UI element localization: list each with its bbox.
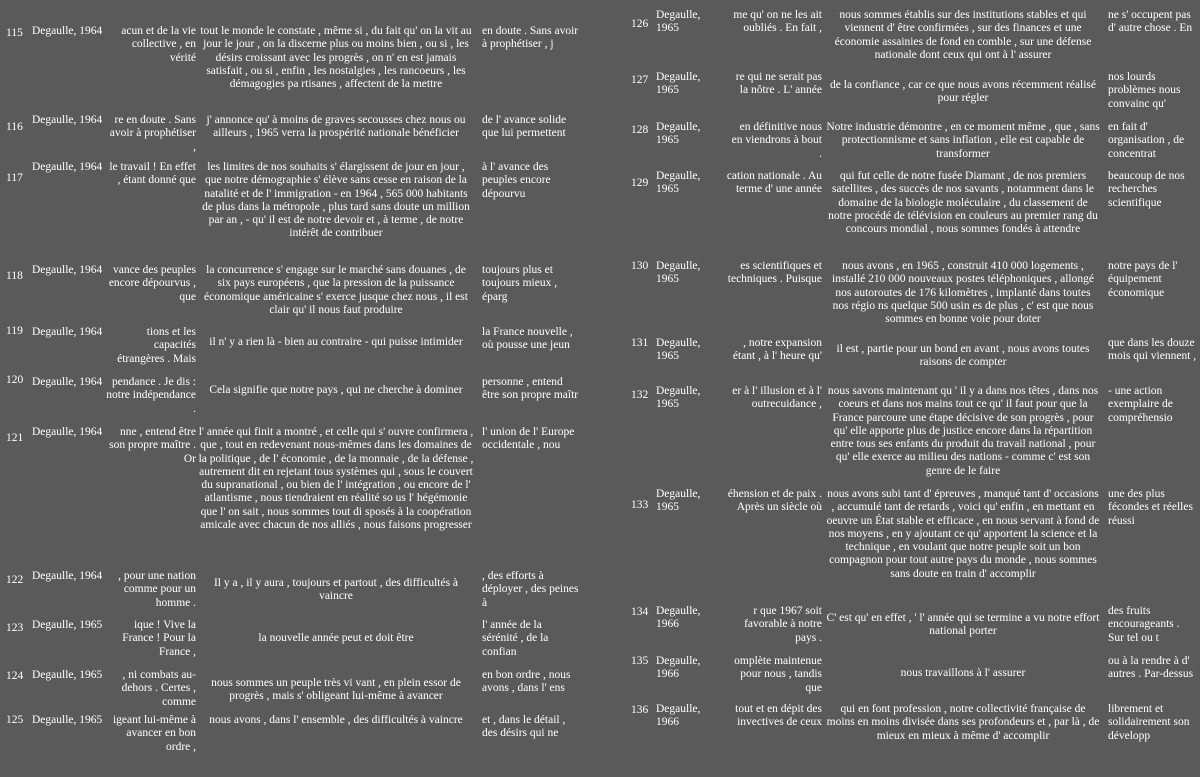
keyword-context: nous avons subi tant d' épreuves , manqué tant d' occasions , accumulé tant de retards , voici qu' enfin , en mettant en oeuvre un État stable et efficace , en nous servant à fond de nos moyens , en y ajoutant ce qu' apportent la science et la technique , en voulant que notre peuple soit un bon compagnon pour tout autre pays du monde , nous sommes sans doute en train d' accomplir	[826, 488, 1100, 580]
keyword-context: nous sommes établis sur des institutions stables et qui viennent d' être confirmées , sur des finances et une économie assainies de fond en comble , sur une défense nationale dont ceux qui ont à l' assurer	[834, 9, 1092, 61]
row-number: 121	[6, 432, 24, 444]
left-context: acun et de la vie collective , en vérité	[121, 25, 196, 64]
keyword-context: nous avons , dans l' ensemble , des difficultés à vaincre	[209, 714, 463, 726]
right-context: ou à la rendre à d' autres . Par-dessus	[1108, 655, 1194, 681]
row-number: 123	[6, 622, 24, 634]
keyword-context: qui en font profession , notre collectivité française de moins en moins divisée dans ses profondeurs et , par là , de mieux en mieux à même d' accomplir	[826, 703, 1100, 742]
left-context: tions et les capacités étrangères . Mais	[117, 326, 196, 365]
keyword-context: nous avons , en 1965 , construit 410 000 logements , installé 210 000 nouveaux postes téléphoniques , allongé nos autoroutes de 176 kilomètres , implanté dans toutes nos régio ns quelque 500 usin es de plus , c' est que nous sommes en bonne voie pour doter	[832, 260, 1094, 326]
row-number: 117	[6, 172, 23, 184]
row-source: Degaulle, 1965	[32, 714, 103, 726]
right-context: à l' avance des peuples encore dépourvu	[482, 161, 551, 200]
row-source: Degaulle, 1965	[32, 669, 103, 681]
row-source: Degaulle, 1965	[656, 337, 701, 363]
row-number: 127	[631, 74, 649, 86]
row-number: 119	[6, 325, 23, 337]
row-number: 120	[6, 374, 24, 386]
right-context: une des plus fécondes et réelles réussi	[1108, 488, 1193, 527]
right-context: l' année de la sérénité , de la confian	[482, 619, 549, 658]
left-context: en définitive nous en viendrons à bout .	[731, 121, 822, 160]
row-source: Degaulle, 1965	[656, 488, 701, 514]
row-number: 136	[631, 704, 649, 716]
left-context: igeant lui-même à avancer en bon ordre ,	[112, 714, 196, 753]
right-context: la France nouvelle , où pousse une jeun	[482, 326, 573, 352]
row-number: 122	[6, 574, 24, 586]
keyword-context: Il y a , il y aura , toujours et partout , des difficultés à vaincre	[213, 577, 459, 603]
right-context: de l' avance solide que lui permettent	[482, 114, 567, 140]
row-source: Degaulle, 1964	[32, 114, 103, 126]
right-context: ne s' occupent pas d' autre chose . En	[1108, 9, 1193, 35]
row-source: Degaulle, 1965	[656, 121, 701, 147]
row-number: 118	[6, 270, 23, 282]
keyword-context: j' annonce qu' à moins de graves secousses chez nous ou ailleurs , 1965 verra la prospérité nationale bénéficier	[206, 114, 466, 140]
row-number: 134	[631, 606, 649, 618]
right-context: , des efforts à déployer , des peines à	[482, 570, 579, 609]
left-context: pendance . Je dis : notre indépendance .	[106, 376, 196, 415]
keyword-context: les limites de nos souhaits s' élargissent de jour en jour , que notre démographie s' élève sans cesse en raison de la natalité et de l' immigration - en 1964 , 565 000 habitants de plus dans la métropole , plus tard sans doute un million par an , - qu' il est de notre devoir et , à terme , de notre intérêt de contribuer	[202, 161, 470, 240]
row-source: Degaulle, 1965	[656, 170, 701, 196]
row-number: 126	[631, 18, 649, 30]
row-source: Degaulle, 1964	[32, 326, 103, 338]
left-context: cation nationale . Au terme d' une année	[726, 170, 822, 196]
row-number: 125	[6, 714, 24, 726]
row-number: 131	[631, 337, 649, 349]
left-context: omplète maintenue pour nous , tandis que	[734, 655, 822, 694]
row-source: Degaulle, 1965	[656, 71, 701, 97]
row-source: Degaulle, 1966	[656, 703, 701, 729]
row-source: Degaulle, 1964	[32, 264, 103, 276]
keyword-context: il est , partie pour un bond en avant , nous avons toutes raisons de compter	[836, 343, 1090, 369]
left-context: er à l' illusion et à l' outrecuidance ,	[732, 385, 822, 411]
right-context: - une action exemplaire de compréhensio	[1108, 385, 1173, 424]
right-context: beaucoup de nos recherches scientifique	[1108, 170, 1185, 209]
right-context: que dans les douze mois qui viennent ,	[1108, 337, 1197, 363]
right-context: en bon ordre , nous avons , dans l' ens	[482, 669, 571, 695]
keyword-context: nous sommes un peuple très vi vant , en plein essor de progrès , mais s' obligeant lui-même à avancer	[211, 677, 461, 703]
left-context: re en doute . Sans avoir à prophétiser ,	[109, 114, 196, 153]
keyword-context: il n' y a rien là - bien au contraire - qui puisse intimider	[209, 336, 463, 348]
row-source: Degaulle, 1964	[32, 161, 103, 173]
left-context: ique ! Vive la France ! Pour la France ,	[122, 619, 196, 658]
keyword-context: tout le monde le constate , même si , du fait qu' on la vit au jour le jour , on la discerne plus ou moins bien , ou si , les désirs croissant avec les progrès , on n' en est jamais satisfait , ou si , enfin , les nostalgies , les rancoeurs , les démagogies pa rtisanes , affectent de la mettre	[200, 25, 472, 91]
row-source: Degaulle, 1964	[32, 25, 103, 37]
left-context: r que 1967 soit favorable à notre pays .	[744, 605, 822, 644]
keyword-context: Cela signifie que notre pays , qui ne cherche à dominer	[209, 384, 463, 396]
left-context: , pour une nation comme pour un homme .	[118, 570, 196, 609]
row-source: Degaulle, 1966	[656, 655, 701, 681]
row-source: Degaulle, 1966	[656, 605, 701, 631]
row-source: Degaulle, 1965	[32, 619, 103, 631]
right-context: en fait d' organisation , de concentrat	[1108, 121, 1185, 160]
left-context: le travail ! En effet , étant donné que	[109, 161, 196, 187]
right-context: des fruits encourageants . Sur tel ou t	[1108, 605, 1180, 644]
keyword-context: la concurrence s' engage sur le marché sans douanes , de six pays européens , que la pression de la puissance économique américaine s' exerce jusque chez nous , il est clair qu' il nous faut produire	[204, 264, 468, 316]
row-source: Degaulle, 1964	[32, 376, 103, 388]
left-context: es scientifiques et techniques . Puisque	[727, 260, 822, 286]
left-context: vance des peuples encore dépourvus , que	[108, 264, 196, 303]
row-number: 128	[631, 124, 649, 136]
keyword-context: nous savons maintenant qu ' il y a dans nos têtes , dans nos coeurs et dans nos mains tout ce qu' il faut pour que la France parcoure une étape décisive de son progrès , pour qu' elle apporte plus de justice encore dans la répartition entre tous ses enfants du produit du travail national , pour qu' elle exerce au milieu des nations - comme c' est son genre de le faire	[827, 385, 1099, 477]
row-number: 135	[631, 655, 649, 667]
right-context: toujours plus et toujours mieux , éparg	[482, 264, 558, 303]
row-number: 133	[631, 499, 649, 511]
row-number: 116	[6, 121, 23, 133]
row-number: 124	[6, 670, 24, 682]
row-number: 130	[631, 260, 649, 272]
keyword-context: C' est qu' en effet , ' l' année qui se termine a vu notre effort national porter	[826, 612, 1100, 638]
keyword-context: qui fut celle de notre fusée Diamant , de nos premiers satellites , des succès de nos savants , notamment dans le domaine de la biologie moléculaire , du classement de notre procédé de télévision en couleurs au premier rang du concours mondial , nous sommes fondés à attendre	[828, 170, 1098, 236]
keyword-context: Notre industrie démontre , en ce moment même , que , sans protectionnisme et sans inflation , elle est capable de transformer	[826, 121, 1100, 160]
row-number: 129	[631, 177, 649, 189]
left-context: re qui ne serait pas la nôtre . L' année	[735, 71, 822, 97]
left-context: me qu' on ne les ait oubliés . En fait ,	[733, 9, 822, 35]
right-context: en doute . Sans avoir à prophétiser , j	[482, 25, 579, 51]
row-number: 115	[6, 27, 23, 39]
row-source: Degaulle, 1965	[656, 385, 701, 411]
keyword-context: nous travaillons à l' assurer	[900, 667, 1026, 679]
left-context: nne , entend être son propre maître . Or	[109, 426, 196, 465]
left-context: , notre expansion étant , à l' heure qu'	[732, 337, 822, 363]
row-source: Degaulle, 1965	[656, 9, 701, 35]
row-source: Degaulle, 1964	[32, 570, 103, 582]
left-context: tout et en dépit des invectives de ceux	[735, 703, 822, 729]
row-source: Degaulle, 1965	[656, 260, 701, 286]
row-source: Degaulle, 1964	[32, 426, 103, 438]
right-context: personne , entend être son propre maîtr	[482, 376, 579, 402]
keyword-context: de la confiance , car ce que nous avons récemment réalisé pour régler	[830, 79, 1096, 105]
right-context: librement et solidairement son développ	[1108, 703, 1190, 742]
row-number: 132	[631, 389, 649, 401]
keyword-context: la nouvelle année peut et doit être	[258, 632, 414, 644]
left-context: , ni combats au-dehors . Certes , comme	[121, 669, 196, 708]
keyword-context: l' année qui finit a montré , et celle qui s' ouvre confirmera , que , tout en redevenant nous-mêmes dans les domaines de la politique , de l' économie , de la monnaie , de la défense , autrement dit en rejetant tous systèmes qui , sous le couvert du supranational , ou bien de l' intégration , ou encore de l' atlantisme , nous tiendraient en réalité so us l' hégémonie que l' on sait , nous sommes tout di sposés à la coopération amicale avec chacun de nos alliés , nous faisons progresser	[198, 426, 474, 532]
left-context: éhension et de paix . Après un siècle où	[727, 488, 822, 514]
right-context: nos lourds problèmes nous convainc qu'	[1108, 71, 1181, 110]
right-context: notre pays de l' équipement économique	[1108, 260, 1178, 299]
right-context: et , dans le détail , des désirs qui ne	[482, 714, 566, 740]
right-context: l' union de l' Europe occidentale , nou	[482, 426, 575, 452]
